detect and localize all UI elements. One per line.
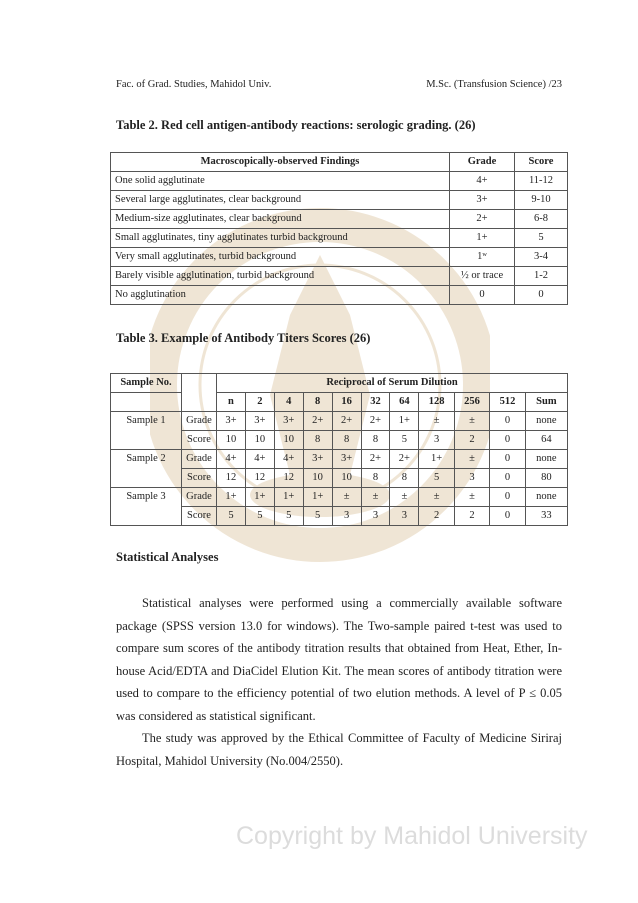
table-cell: 3 [419,431,454,450]
table-cell: none [525,488,567,507]
table-cell: 2+ [361,412,390,431]
table-cell: 0 [490,431,525,450]
table-cell: 0 [450,286,515,305]
table-cell: 0 [490,412,525,431]
table-cell: No agglutination [111,286,450,305]
table-cell: 1+ [419,450,454,469]
table-cell: 4+ [450,172,515,191]
serologic-grading-table [110,152,568,305]
row-label: Grade [182,450,217,469]
table-cell: none [525,450,567,469]
table-header-row [111,374,568,393]
table-cell: ± [419,488,454,507]
table-cell: none [525,412,567,431]
dilution-header: Sum [525,393,567,412]
table-cell: 8 [303,431,332,450]
table-cell: 5 [515,229,568,248]
dilution-header: 512 [490,393,525,412]
table-cell: 3+ [303,450,332,469]
table-cell: ± [419,412,454,431]
table-cell: 0 [490,488,525,507]
table-cell: Medium-size agglutinates, clear background [111,210,450,229]
table-cell: ± [454,450,489,469]
table-cell: 10 [332,469,361,488]
table-cell: ± [454,488,489,507]
table-cell: 3+ [332,450,361,469]
dilution-header: 2 [245,393,274,412]
table-cell: 4+ [274,450,303,469]
table-cell: 10 [303,469,332,488]
column-header: Sample No. [111,374,182,393]
dilution-header: 256 [454,393,489,412]
table-header-row [111,153,568,172]
table-cell: 0 [490,469,525,488]
table-cell: 10 [245,431,274,450]
table-cell: ± [454,412,489,431]
table-cell: 3+ [217,412,246,431]
table-cell: 33 [525,507,567,526]
table-cell: Very small agglutinates, turbid background [111,248,450,267]
table-cell: 3+ [274,412,303,431]
table-cell: Barely visible agglutination, turbid background [111,267,450,286]
column-header: Reciprocal of Serum Dilution [217,374,568,393]
table-cell: 1+ [217,488,246,507]
table-cell: 3 [332,507,361,526]
dilution-row [111,393,568,412]
table-cell: ± [332,488,361,507]
table-cell: 3-4 [515,248,568,267]
table-cell: 2+ [450,210,515,229]
table-cell: 5 [303,507,332,526]
table-cell: 10 [217,431,246,450]
section-heading: Statistical Analyses [116,550,219,564]
table-cell: 5 [390,431,419,450]
table-row [111,450,568,469]
dilution-header: 16 [332,393,361,412]
table-cell: 3+ [245,412,274,431]
table-cell: 1+ [450,229,515,248]
blank-header [111,393,182,412]
table-cell: 80 [525,469,567,488]
blank-header [182,393,217,412]
table-cell: 3 [454,469,489,488]
table-cell: 2+ [361,450,390,469]
table-cell: Small agglutinates, tiny agglutinates turbid background [111,229,450,248]
table-row [111,431,568,450]
row-label: Score [182,507,217,526]
header-right: M.Sc. (Transfusion Science) /23 [426,79,562,90]
blank-cell [111,507,182,526]
table-cell: 8 [332,431,361,450]
table-row [111,267,568,286]
table-row [111,191,568,210]
blank-header [182,374,217,393]
table-row [111,469,568,488]
header-left: Fac. of Grad. Studies, Mahidol Univ. [116,79,272,90]
dilution-header: 128 [419,393,454,412]
sample-name: Sample 1 [111,412,182,431]
copyright-watermark: Copyright by Mahidol University [236,822,588,850]
row-label: Grade [182,412,217,431]
table-cell: 1+ [245,488,274,507]
running-header [116,79,562,90]
table-cell: 1+ [303,488,332,507]
table-cell: ± [390,488,419,507]
table-cell: 2 [454,507,489,526]
table-cell: 3+ [450,191,515,210]
table-cell: 3 [361,507,390,526]
table-cell: 8 [361,469,390,488]
table-cell: 1+ [274,488,303,507]
table3-title: Table 3. Example of Antibody Titers Scores (26) [116,331,371,345]
table-cell: 0 [490,450,525,469]
table-cell: 3 [390,507,419,526]
table-cell: 5 [419,469,454,488]
antibody-titer-table [110,373,568,526]
column-header: Score [515,153,568,172]
row-label: Score [182,431,217,450]
body-text [116,592,562,772]
table-row [111,412,568,431]
table-cell: 4+ [217,450,246,469]
table-row [111,286,568,305]
table-cell: 12 [217,469,246,488]
dilution-header: 32 [361,393,390,412]
table-cell: ± [361,488,390,507]
table-cell: One solid agglutinate [111,172,450,191]
dilution-header: n [217,393,246,412]
row-label: Grade [182,488,217,507]
table-cell: 64 [525,431,567,450]
table-cell: 0 [490,507,525,526]
table-cell: 2+ [303,412,332,431]
paragraph: Statistical analyses were performed using a commercially available software package (SPSS version 13.0 for windows). The Two-sample paired t-test was used to compare sum scores of the antibody titration results that obtained from Heat, Ether, In-house Acid/EDTA and DiaCidel Elution Kit. The mean scores of antibody titration were used to compare to the efficiency potential of two elution methods. A level of P ≤ 0.05 was considered as statistical significant. [116,596,562,723]
table-cell: 2 [454,431,489,450]
column-header: Grade [450,153,515,172]
table-cell: 1-2 [515,267,568,286]
table2-title: Table 2. Red cell antigen-antibody reactions: serologic grading. (26) [116,118,476,132]
table-row [111,507,568,526]
sample-name: Sample 3 [111,488,182,507]
table-cell: 1+ [390,412,419,431]
table-row [111,488,568,507]
dilution-header: 8 [303,393,332,412]
dilution-header: 64 [390,393,419,412]
table-cell: 10 [274,431,303,450]
table-row [111,210,568,229]
table-row [111,229,568,248]
table-cell: 5 [274,507,303,526]
table-cell: 11-12 [515,172,568,191]
table-cell: 2 [419,507,454,526]
table-cell: 9-10 [515,191,568,210]
sample-name: Sample 2 [111,450,182,469]
table-cell: 1ʷ [450,248,515,267]
table-cell: 2+ [332,412,361,431]
table-cell: ½ or trace [450,267,515,286]
blank-cell [111,431,182,450]
table-cell: 8 [390,469,419,488]
table-cell: 12 [245,469,274,488]
row-label: Score [182,469,217,488]
table-cell: 6-8 [515,210,568,229]
table-cell: 5 [217,507,246,526]
table-row [111,172,568,191]
table-cell: 5 [245,507,274,526]
dilution-header: 4 [274,393,303,412]
paragraph: The study was approved by the Ethical Committee of Faculty of Medicine Siriraj Hospital, Mahidol University (No.004/2550). [116,731,562,768]
table-cell: 8 [361,431,390,450]
table-cell: Several large agglutinates, clear background [111,191,450,210]
table-cell: 12 [274,469,303,488]
column-header: Macroscopically-observed Findings [111,153,450,172]
blank-cell [111,469,182,488]
table-cell: 0 [515,286,568,305]
table-cell: 4+ [245,450,274,469]
table-cell: 2+ [390,450,419,469]
table-row [111,248,568,267]
